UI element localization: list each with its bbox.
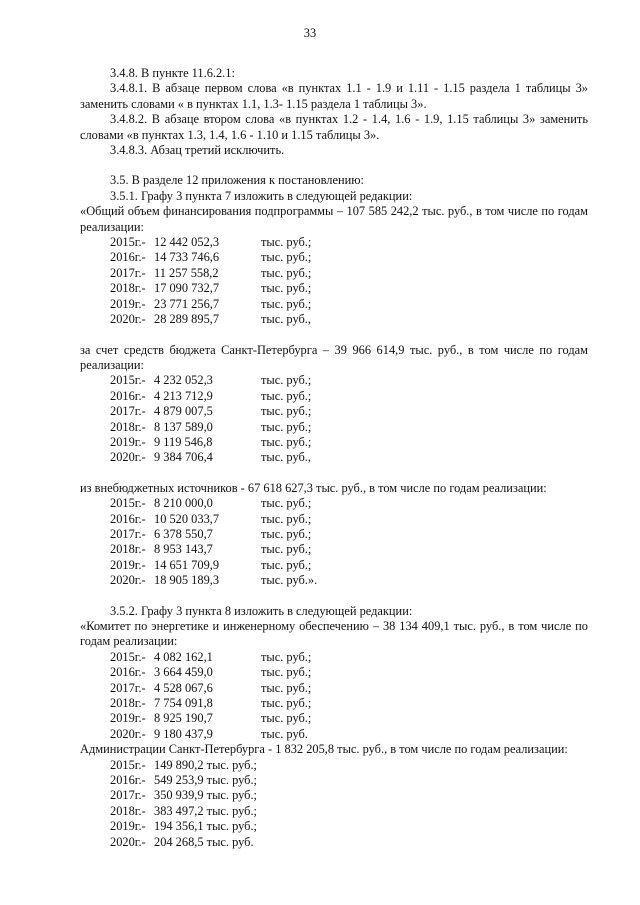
- year-label: 2018г.-: [110, 542, 146, 557]
- list-item: [110, 558, 588, 573]
- year-label: 2019г.-: [110, 711, 146, 726]
- list-item: [110, 758, 588, 773]
- unit: тыс. руб.;: [261, 250, 312, 265]
- year-label: 2015г.-: [110, 757, 146, 772]
- section-3481-paragraph: 3.4.8.1. В абзаце первом слова «в пунктах 1.1 - 1.9 и 1.11 - 1.15 раздела 1 таблицы 3» заменить словами « в пунктах 1.1, 1.3- 1.15 раздела 1 таблицы 3».: [80, 81, 588, 111]
- unit: тыс. руб.;: [261, 696, 312, 711]
- list-item: [110, 512, 588, 527]
- amount: 23 771 256,7: [154, 296, 220, 311]
- list-item: [110, 819, 588, 834]
- section-352-heading: 3.5.2. Графу 3 пункта 8 изложить в следующей редакции:: [110, 603, 413, 618]
- year-label: 2020г.-: [110, 726, 146, 741]
- section-351-heading: 3.5.1. Графу 3 пункта 7 изложить в следующей редакции:: [110, 188, 413, 203]
- list-item: [110, 389, 588, 404]
- list-item: [110, 542, 588, 557]
- unit: тыс. руб.;: [261, 388, 312, 403]
- list-item: [110, 527, 588, 542]
- unit: тыс. руб.;: [261, 373, 312, 388]
- unit: тыс. руб.;: [261, 542, 312, 557]
- year-label: 2016г.-: [110, 511, 146, 526]
- year-label: 2018г.-: [110, 419, 146, 434]
- unit: тыс. руб.;: [261, 680, 312, 695]
- year-label: 2020г.-: [110, 573, 146, 588]
- unit: тыс. руб.;: [261, 265, 312, 280]
- amount: 7 754 091,8: [154, 696, 213, 711]
- year-label: 2020г.-: [110, 834, 146, 849]
- amount: 28 289 895,7: [154, 312, 220, 327]
- year-label: 2016г.-: [110, 250, 146, 265]
- section-348-heading: 3.4.8. В пункте 11.6.2.1:: [110, 66, 235, 80]
- amount: 383 497,2 тыс. руб.;: [154, 803, 258, 818]
- amount: 350 939,9 тыс. руб.;: [154, 788, 258, 803]
- amount: 194 356,1 тыс. руб.;: [154, 819, 258, 834]
- unit: тыс. руб.;: [261, 404, 312, 419]
- budget-financing-list: [110, 373, 588, 465]
- unit: тыс. руб.;: [261, 419, 312, 434]
- amount: 4 232 052,3: [154, 373, 213, 388]
- committee-financing-list: [110, 650, 588, 742]
- section-35-heading: 3.5. В разделе 12 приложения к постановлению:: [110, 173, 364, 188]
- unit: тыс. руб.,: [261, 312, 311, 327]
- list-item: [110, 404, 588, 419]
- total-financing-list: [110, 235, 588, 327]
- section-3482-paragraph: 3.4.8.2. В абзаце втором слова «в пунктах 1.2 - 1.4, 1.6 - 1.9, 1.15 таблицы 3» заменить словами «в пунктах 1.3, 1.4, 1.6 - 1.10 и 1.15 таблицы 3».: [80, 112, 588, 142]
- amount: 12 442 052,3: [154, 235, 220, 250]
- unit: тыс. руб.;: [261, 281, 312, 296]
- year-label: 2017г.-: [110, 265, 146, 280]
- list-item: [110, 788, 588, 803]
- list-item: [110, 266, 588, 281]
- list-item: [110, 496, 588, 511]
- list-item: [110, 435, 588, 450]
- unit: тыс. руб.;: [261, 711, 312, 726]
- year-label: 2018г.-: [110, 803, 146, 818]
- amount: 4 082 162,1: [154, 649, 213, 664]
- unit: тыс. руб.: [261, 726, 308, 741]
- amount: 149 890,2 тыс. руб.;: [154, 757, 258, 772]
- year-label: 2015г.-: [110, 235, 146, 250]
- list-item: [110, 773, 588, 788]
- extra-budget-list: [110, 496, 588, 588]
- amount: 8 210 000,0: [154, 496, 213, 511]
- year-label: 2017г.-: [110, 788, 146, 803]
- amount: 14 733 746,6: [154, 250, 220, 265]
- amount: 8 925 190,7: [154, 711, 213, 726]
- unit: тыс. руб.».: [261, 573, 318, 588]
- unit: тыс. руб.;: [261, 649, 312, 664]
- amount: 8 137 589,0: [154, 419, 213, 434]
- amount: 17 090 732,7: [154, 281, 220, 296]
- unit: тыс. руб.,: [261, 450, 311, 465]
- list-item: [110, 297, 588, 312]
- amount: 14 651 709,9: [154, 557, 220, 572]
- unit: тыс. руб.;: [261, 557, 312, 572]
- year-label: 2016г.-: [110, 665, 146, 680]
- list-item: [110, 681, 588, 696]
- list-item: [110, 696, 588, 711]
- amount: 10 520 033,7: [154, 511, 220, 526]
- amount: 9 119 546,8: [154, 434, 213, 449]
- amount: 204 268,5 тыс. руб.: [154, 834, 254, 849]
- admin-financing-list: [110, 758, 588, 850]
- year-label: 2020г.-: [110, 450, 146, 465]
- list-item: [110, 420, 588, 435]
- unit: тыс. руб.;: [261, 496, 312, 511]
- unit: тыс. руб.;: [261, 434, 312, 449]
- document-body: [80, 66, 588, 850]
- committee-financing-text: «Комитет по энергетике и инженерному обеспечению – 38 134 409,1 тыс. руб., в том числе по годам реализации:: [80, 619, 588, 649]
- list-item: [110, 711, 588, 726]
- amount: 9 180 437,9: [154, 726, 213, 741]
- year-label: 2017г.-: [110, 680, 146, 695]
- list-item: [110, 665, 588, 680]
- amount: 11 257 558,2: [154, 265, 219, 280]
- list-item: [110, 573, 588, 588]
- amount: 4 528 067,6: [154, 680, 213, 695]
- list-item: [110, 373, 588, 388]
- amount: 8 953 143,7: [154, 542, 213, 557]
- year-label: 2018г.-: [110, 696, 146, 711]
- list-item: [110, 281, 588, 296]
- year-label: 2019г.-: [110, 557, 146, 572]
- list-item: [110, 450, 588, 465]
- admin-financing-text: Администрации Санкт-Петербурга - 1 832 205,8 тыс. руб., в том числе по годам реализации:: [80, 742, 568, 757]
- list-item: [110, 804, 588, 819]
- list-item: [110, 312, 588, 327]
- year-label: 2018г.-: [110, 281, 146, 296]
- list-item: [110, 235, 588, 250]
- extra-budget-text: из внебюджетных источников - 67 618 627,3 тыс. руб., в том числе по годам реализации:: [80, 480, 547, 495]
- year-label: 2016г.-: [110, 388, 146, 403]
- list-item: [110, 727, 588, 742]
- year-label: 2016г.-: [110, 773, 146, 788]
- unit: тыс. руб.;: [261, 526, 312, 541]
- unit: тыс. руб.;: [261, 511, 312, 526]
- amount: 4 879 007,5: [154, 404, 213, 419]
- section-3483-paragraph: 3.4.8.3. Абзац третий исключить.: [110, 143, 285, 158]
- amount: 3 664 459,0: [154, 665, 213, 680]
- year-label: 2019г.-: [110, 819, 146, 834]
- year-label: 2015г.-: [110, 649, 146, 664]
- list-item: [110, 835, 588, 850]
- page-number: 33: [303, 26, 317, 40]
- unit: тыс. руб.;: [261, 665, 312, 680]
- year-label: 2015г.-: [110, 496, 146, 511]
- amount: 18 905 189,3: [154, 573, 220, 588]
- amount: 6 378 550,7: [154, 526, 213, 541]
- year-label: 2020г.-: [110, 312, 146, 327]
- year-label: 2019г.-: [110, 296, 146, 311]
- budget-financing-text: за счет средств бюджета Санкт-Петербурга – 39 966 614,9 тыс. руб., в том числе по годам реализации:: [80, 342, 588, 372]
- unit: тыс. руб.;: [261, 235, 312, 250]
- total-financing-text: «Общий объем финансирования подпрограммы – 107 585 242,2 тыс. руб., в том числе по годам реализации:: [80, 204, 588, 234]
- unit: тыс. руб.;: [261, 296, 312, 311]
- amount: 549 253,9 тыс. руб.;: [154, 773, 258, 788]
- list-item: [110, 250, 588, 265]
- year-label: 2017г.-: [110, 526, 146, 541]
- list-item: [110, 650, 588, 665]
- year-label: 2015г.-: [110, 373, 146, 388]
- amount: 4 213 712,9: [154, 388, 213, 403]
- year-label: 2019г.-: [110, 434, 146, 449]
- year-label: 2017г.-: [110, 404, 146, 419]
- amount: 9 384 706,4: [154, 450, 213, 465]
